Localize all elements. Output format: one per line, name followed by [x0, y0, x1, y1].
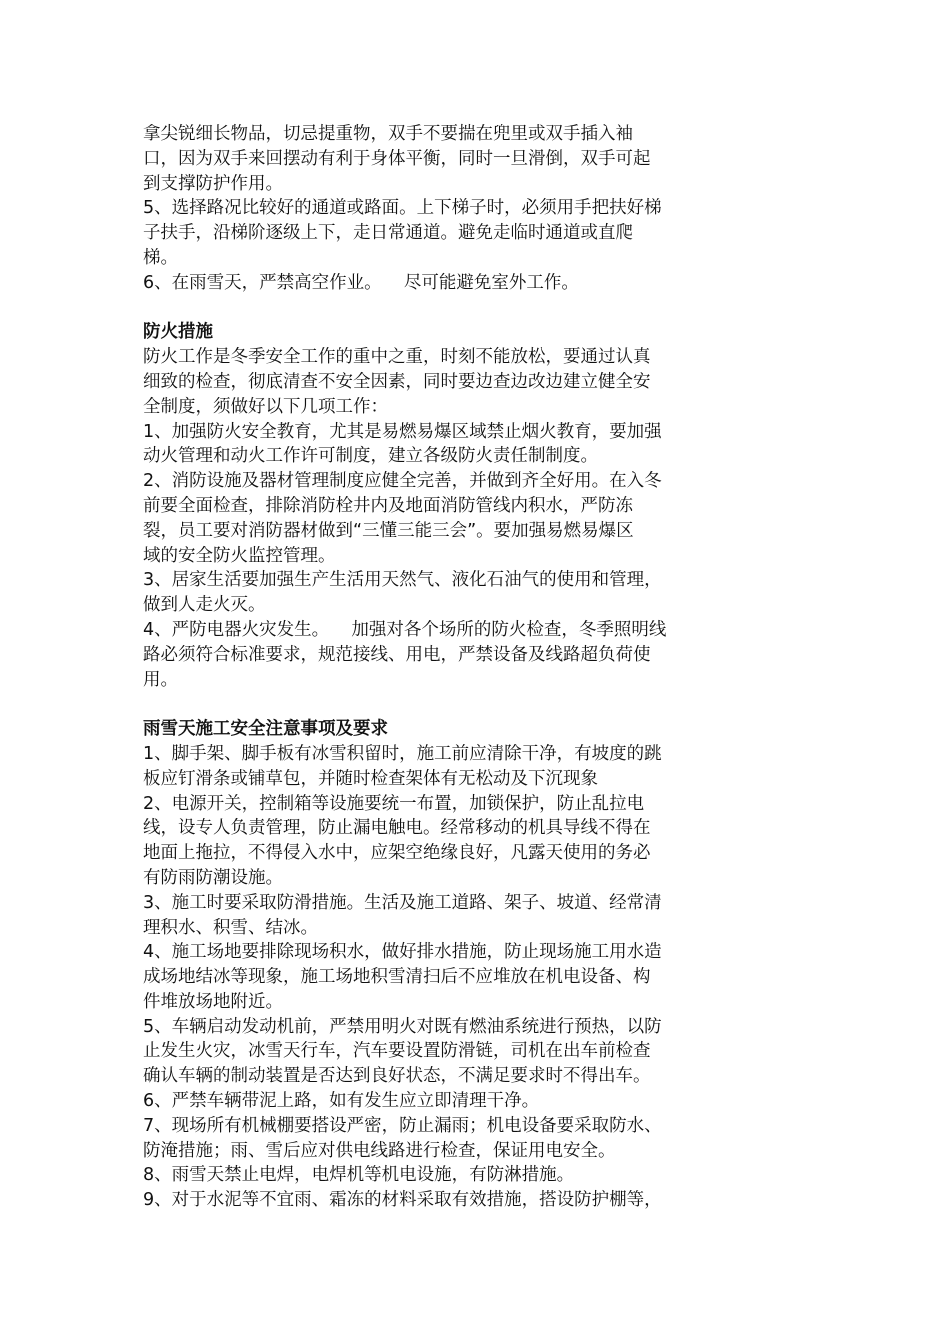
paragraph-line: 2、电源开关，控制箱等设施要统一布置，加锁保护，防止乱拉电	[143, 793, 645, 814]
paragraph-line: 全制度，须做好以下几项工作：	[143, 396, 388, 417]
paragraph-line: 9、对于水泥等不宜雨、霜冻的材料采取有效措施，搭设防护棚等，	[143, 1190, 662, 1211]
section-heading: 雨雪天施工安全注意事项及要求	[143, 719, 388, 740]
paragraph-line: 5、选择路况比较好的通道或路面。上下梯子时，必须用手把扶好梯	[143, 198, 662, 219]
paragraph-line: 6、严禁车辆带泥上路，如有发生应立即清理干净。	[143, 1091, 540, 1112]
paragraph-line: 成场地结冰等现象，施工场地积雪清扫后不应堆放在机电设备、构	[143, 967, 651, 988]
paragraph-line: 线，设专人负责管理，防止漏电触电。经常移动的机具导线不得在	[143, 818, 651, 839]
paragraph-line: 1、加强防火安全教育，尤其是易燃易爆区域禁止烟火教育，要加强	[143, 421, 662, 442]
paragraph-line: 域的安全防火监控管理。	[143, 545, 336, 566]
paragraph-line: 件堆放场地附近。	[143, 991, 283, 1012]
paragraph-line: 理积水、积雪、结冰。	[143, 917, 318, 938]
paragraph-line: 裂，员工要对消防器材做到“三懂三能三会”。要加强易燃易爆区	[143, 520, 634, 541]
section-gap	[143, 692, 723, 717]
intro-block	[143, 122, 723, 296]
paragraph-line: 用。	[143, 669, 178, 690]
paragraph-line: 确认车辆的制动装置是否达到良好状态，不满足要求时不得出车。	[143, 1066, 651, 1087]
paragraph-line: 到支撑防护作用。	[143, 173, 283, 194]
paragraph-line: 8、雨雪天禁止电焊，电焊机等机电设施，有防淋措施。	[143, 1165, 575, 1186]
paragraph-line: 防淹措施；雨、雪后应对供电线路进行检查，保证用电安全。	[143, 1140, 616, 1161]
paragraph-line: 7、现场所有机械棚要搭设严密，防止漏雨；机电设备要采取防水、	[143, 1115, 662, 1136]
paragraph-line: 5、车辆启动发动机前，严禁用明火对既有燃油系统进行预热，以防	[143, 1016, 662, 1037]
paragraph-line: 6、在雨雪天，严禁高空作业。 尽可能避免室外工作。	[143, 272, 579, 293]
section-heading: 防火措施	[143, 322, 213, 343]
paragraph-line: 板应钉滑条或铺草包，并随时检查架体有无松动及下沉现象	[143, 768, 598, 789]
fire-section	[143, 320, 723, 692]
paragraph-line: 地面上拖拉，不得侵入水中，应架空绝缘良好，凡露天使用的务必	[143, 843, 651, 864]
paragraph-line: 4、严防电器火灾发生。 加强对各个场所的防火检查，冬季照明线	[143, 619, 667, 640]
paragraph-line: 拿尖锐细长物品，切忌提重物，双手不要揣在兜里或双手插入袖	[143, 124, 633, 144]
paragraph-line: 路必须符合标准要求，规范接线、用电，严禁设备及线路超负荷使	[143, 644, 651, 665]
paragraph-line: 口，因为双手来回摆动有利于身体平衡，同时一旦滑倒，双手可起	[143, 148, 651, 169]
paragraph-line: 1、脚手架、脚手板有冰雪积留时，施工前应清除干净，有坡度的跳	[143, 743, 662, 764]
paragraph-line: 子扶手，沿梯阶逐级上下，走日常通道。避免走临时通道或直爬	[143, 223, 633, 244]
paragraph-line: 有防雨防潮设施。	[143, 867, 283, 888]
paragraph-line: 动火管理和动火工作许可制度，建立各级防火责任制制度。	[143, 446, 598, 467]
paragraph-line: 2、消防设施及器材管理制度应健全完善，并做到齐全好用。在入冬	[143, 471, 662, 492]
paragraph-line: 3、居家生活要加强生产生活用天然气、液化石油气的使用和管理，	[143, 570, 662, 591]
paragraph-line: 梯。	[143, 247, 178, 268]
paragraph-line: 前要全面检查，排除消防栓井内及地面消防管线内积水，严防冻	[143, 495, 633, 516]
section-gap	[143, 296, 723, 321]
paragraph-line: 3、施工时要采取防滑措施。生活及施工道路、架子、坡道、经常清	[143, 892, 662, 913]
paragraph-line: 细致的检查，彻底清查不安全因素，同时要边查边改边建立健全安	[143, 371, 651, 392]
paragraph-line: 防火工作是冬季安全工作的重中之重，时刻不能放松，要通过认真	[143, 347, 651, 368]
weather-section	[143, 717, 723, 1213]
paragraph-line: 止发生火灾，冰雪天行车，汽车要设置防滑链，司机在出车前检查	[143, 1041, 651, 1062]
paragraph-line: 4、施工场地要排除现场积水，做好排水措施，防止现场施工用水造	[143, 942, 662, 963]
paragraph-line: 做到人走火灭。	[143, 595, 266, 616]
document-body	[143, 122, 723, 1213]
